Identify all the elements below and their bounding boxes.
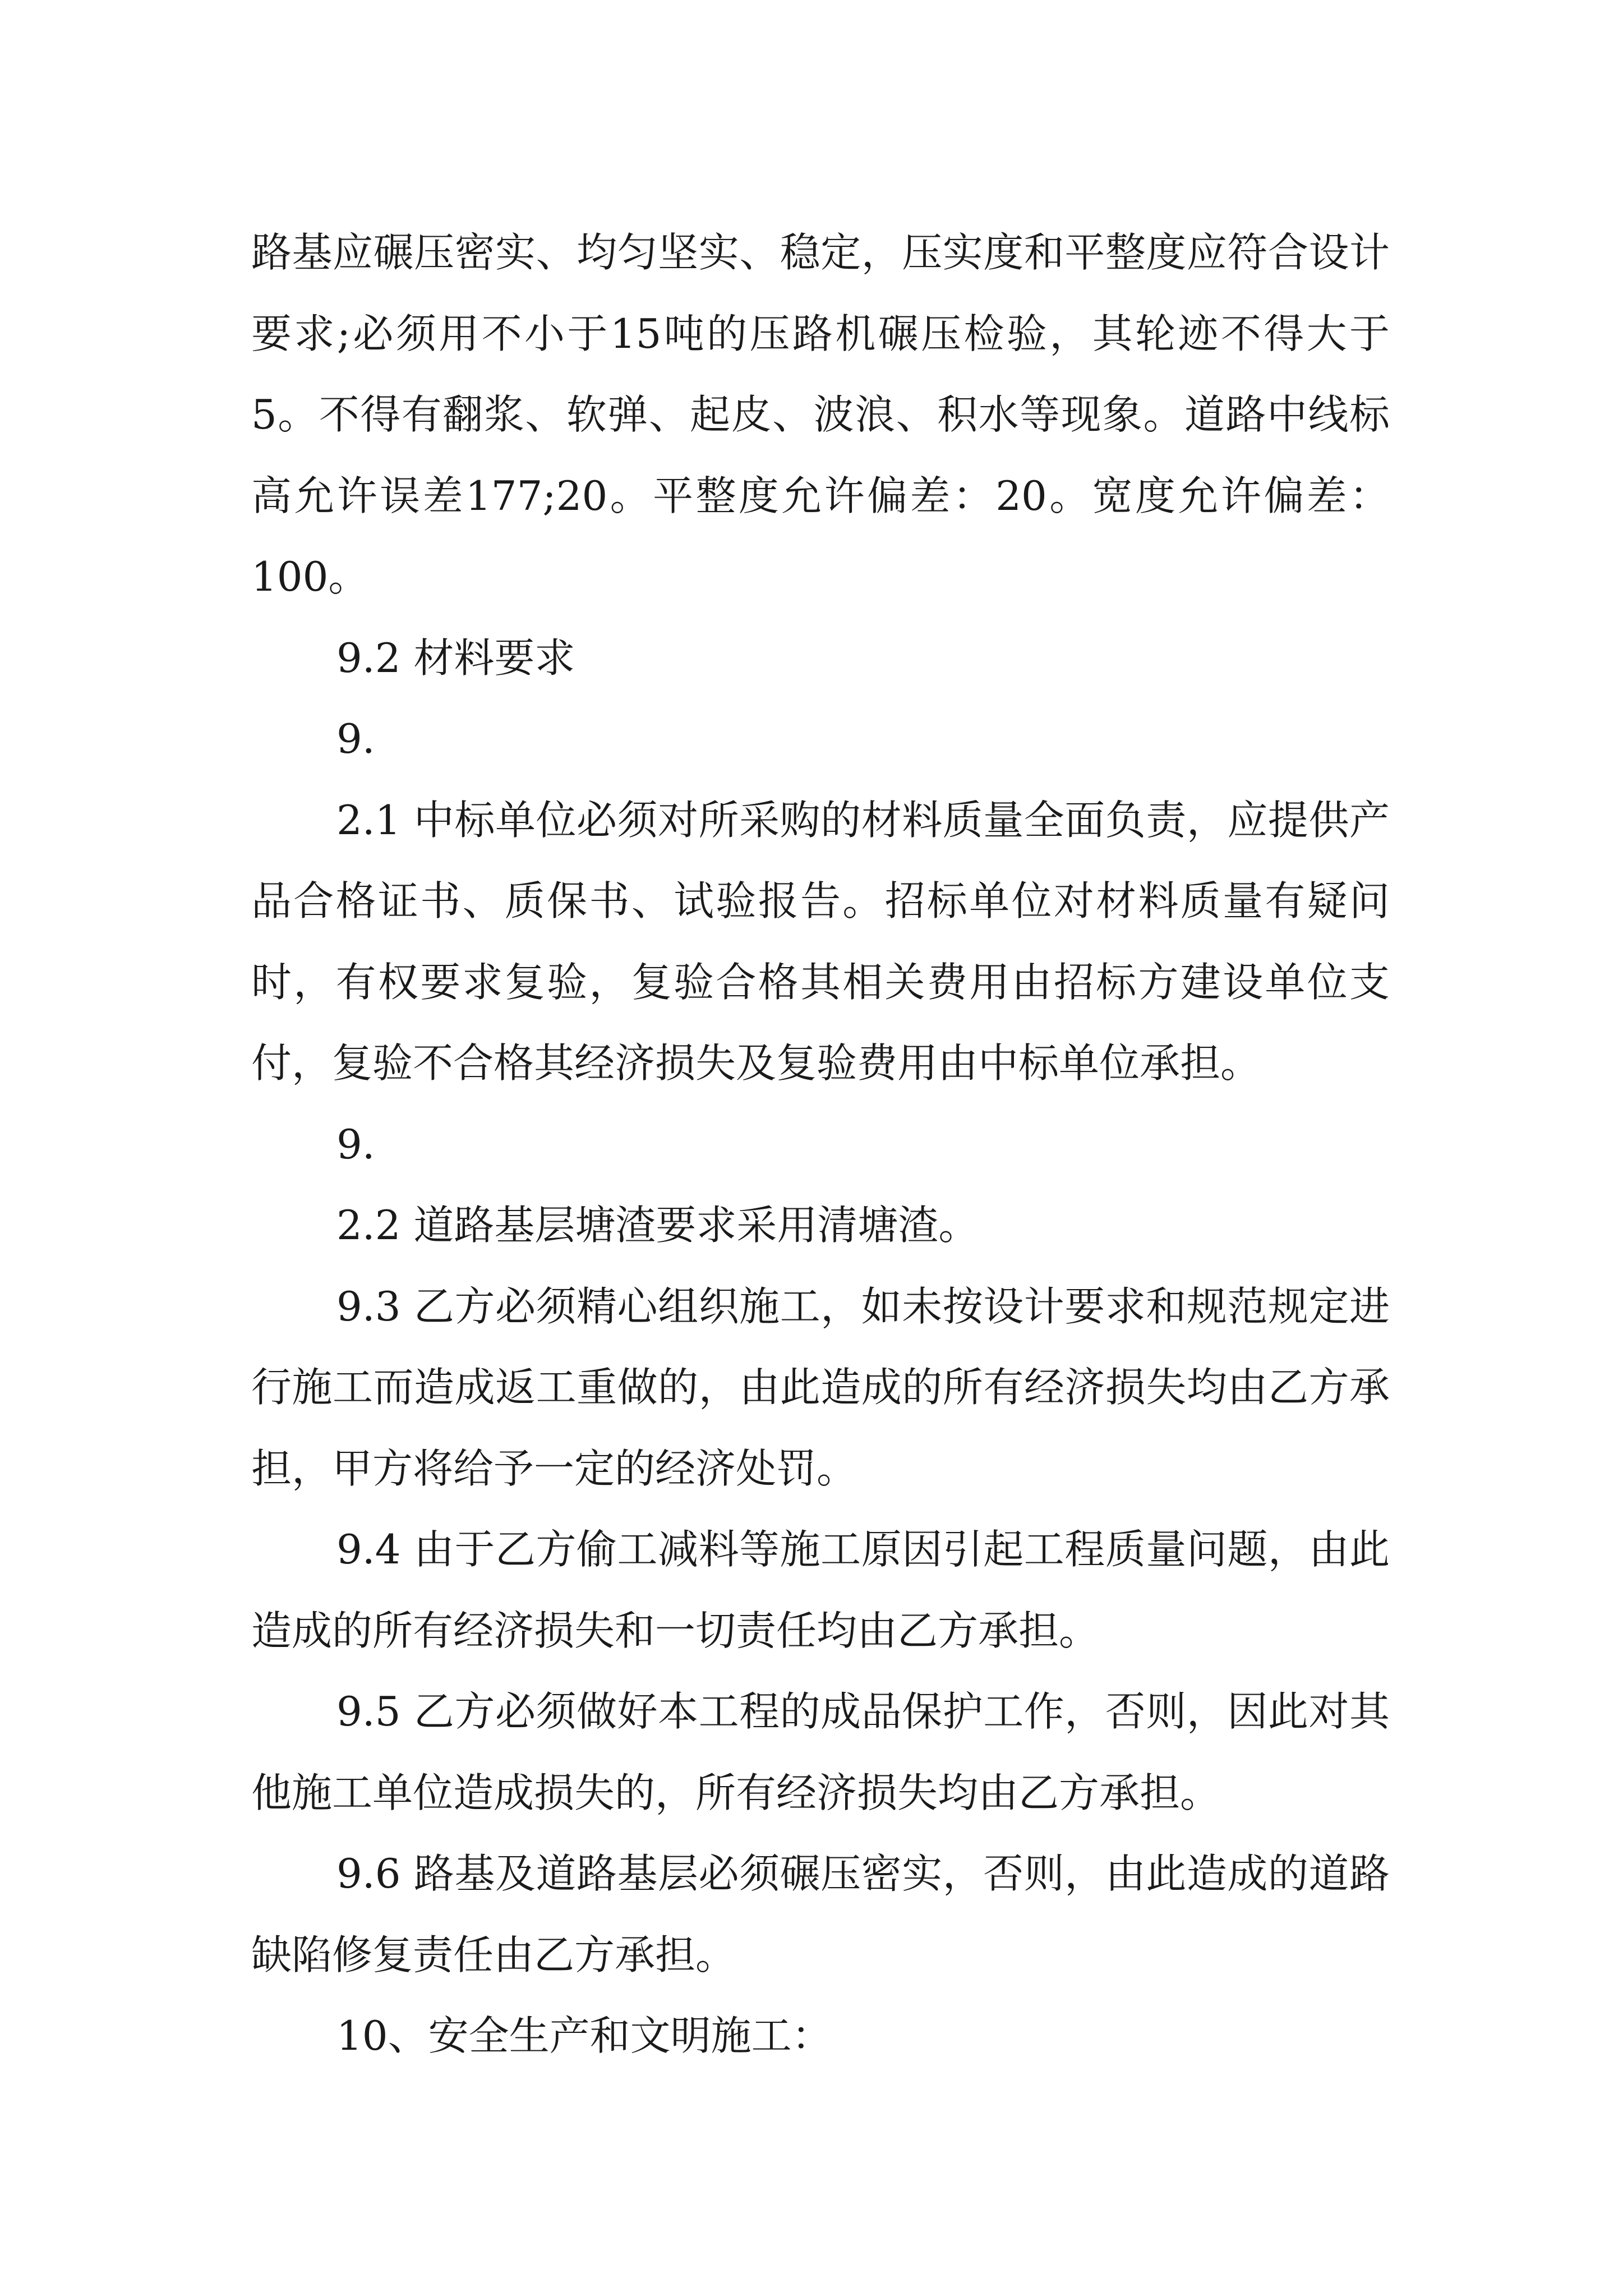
paragraph-number-fragment: 9. xyxy=(336,715,375,762)
paragraph-9-3-construction: 9.3 乙方必须精心组织施工，如未按设计要求和规范规定进行施工而造成返工重做的，由此造成的所有经济损失均由乙方承担，甲方将给予一定的经济处罚。 xyxy=(251,1282,1390,1492)
paragraph-number-fragment: 9. xyxy=(336,1120,375,1168)
paragraph-9-4-quality-issues: 9.4 由于乙方偷工减料等施工原因引起工程质量问题，由此造成的所有经济损失和一切责任均由乙方承担。 xyxy=(251,1526,1390,1654)
paragraph-2-2-base-material: 2.2 道路基层塘渣要求采用清塘渣。 xyxy=(336,1202,979,1249)
section-heading-9-2: 9.2 材料要求 xyxy=(336,634,575,682)
paragraph-9-6-compaction: 9.6 路基及道路基层必须碾压密实，否则，由此造成的道路缺陷修复责任由乙方承担。 xyxy=(251,1850,1390,1978)
paragraph-9-5-protection: 9.5 乙方必须做好本工程的成品保护工作，否则，因此对其他施工单位造成损失的，所有经济损失均由乙方承担。 xyxy=(251,1688,1390,1816)
paragraph-subgrade-requirements: 路基应碾压密实、均匀坚实、稳定，压实度和平整度应符合设计要求;必须用不小于15吨的压路机碾压检验，其轮迹不得大于5。不得有翻浆、软弹、起皮、波浪、积水等现象。道路中线标高允许误差177;20。平整度允许偏差：20。宽度允许偏差：100。 xyxy=(251,229,1390,600)
document-body xyxy=(251,212,1390,2077)
paragraph-2-1-material-quality: 2.1 中标单位必须对所采购的材料质量全面负责，应提供产品合格证书、质保书、试验报告。招标单位对材料质量有疑问时，有权要求复验，复验合格其相关费用由招标方建设单位支付，复验不合格其经济损失及复验费用由中标单位承担。 xyxy=(251,796,1390,1087)
section-heading-10: 10、安全生产和文明施工： xyxy=(336,2012,832,2059)
